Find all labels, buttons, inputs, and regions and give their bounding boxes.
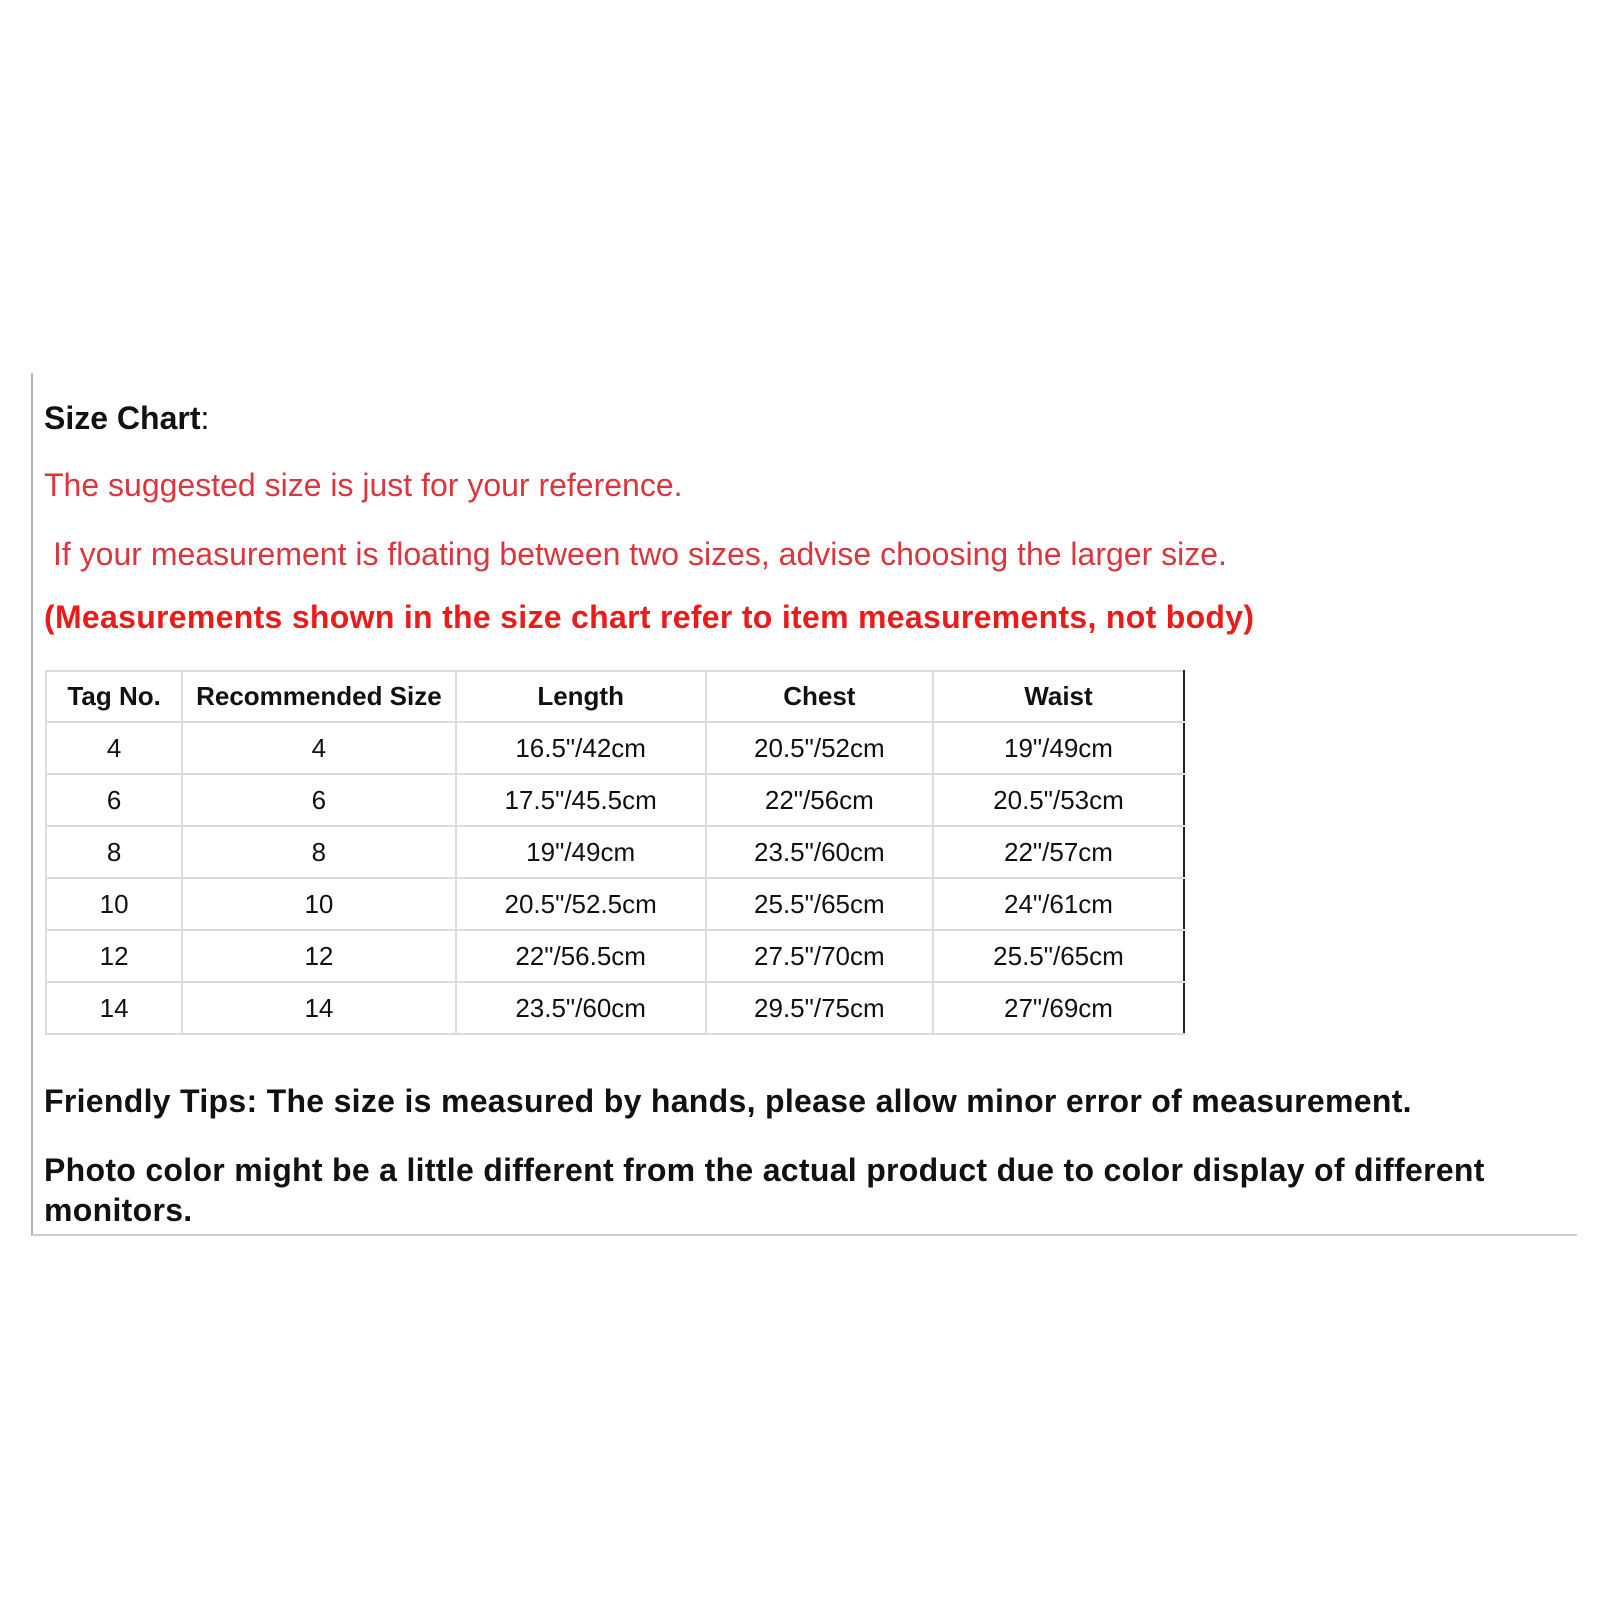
size-chart-title-colon: : (200, 400, 210, 436)
cell-waist: 22"/57cm (933, 826, 1184, 878)
table-row (46, 878, 1184, 930)
table-row (46, 774, 1184, 826)
cell-waist: 20.5"/53cm (933, 774, 1184, 826)
header-length: Length (456, 671, 706, 722)
cell-recommended-size: 10 (182, 878, 455, 930)
table-row (46, 982, 1184, 1034)
cell-length: 16.5"/42cm (456, 722, 706, 774)
photo-color-disclaimer: Photo color might be a little different from the actual product due to color display of different monitors. (44, 1152, 1485, 1228)
cell-chest: 27.5"/70cm (706, 930, 933, 982)
header-recommended-size: Recommended Size (182, 671, 455, 722)
cell-recommended-size: 12 (182, 930, 455, 982)
cell-length: 17.5"/45.5cm (456, 774, 706, 826)
cell-length: 20.5"/52.5cm (456, 878, 706, 930)
reference-note: The suggested size is just for your reference. (44, 467, 683, 503)
cell-tag-no: 12 (46, 930, 182, 982)
cell-waist: 19"/49cm (933, 722, 1184, 774)
cell-tag-no: 14 (46, 982, 182, 1034)
size-chart-heading (44, 400, 209, 437)
cell-chest: 20.5"/52cm (706, 722, 933, 774)
cell-recommended-size: 8 (182, 826, 455, 878)
table-row (46, 826, 1184, 878)
cell-length: 19"/49cm (456, 826, 706, 878)
table-row (46, 930, 1184, 982)
larger-size-advice: If your measurement is floating between two sizes, advise choosing the larger size. (53, 536, 1227, 572)
measurement-warning: (Measurements shown in the size chart refer to item measurements, not body) (44, 599, 1255, 635)
friendly-tips: Friendly Tips: The size is measured by hands, please allow minor error of measurement. (44, 1083, 1412, 1119)
table-row (46, 722, 1184, 774)
cell-tag-no: 6 (46, 774, 182, 826)
header-tag-no: Tag No. (46, 671, 182, 722)
cell-tag-no: 10 (46, 878, 182, 930)
cell-waist: 25.5"/65cm (933, 930, 1184, 982)
header-chest: Chest (706, 671, 933, 722)
cell-chest: 25.5"/65cm (706, 878, 933, 930)
header-waist: Waist (933, 671, 1184, 722)
cell-chest: 29.5"/75cm (706, 982, 933, 1034)
cell-chest: 23.5"/60cm (706, 826, 933, 878)
cell-recommended-size: 6 (182, 774, 455, 826)
size-chart-title: Size Chart (44, 400, 201, 436)
cell-recommended-size: 14 (182, 982, 455, 1034)
cell-tag-no: 4 (46, 722, 182, 774)
cell-recommended-size: 4 (182, 722, 455, 774)
table-header-row (46, 671, 1184, 722)
size-table (45, 670, 1185, 1035)
cell-length: 23.5"/60cm (456, 982, 706, 1034)
cell-waist: 27"/69cm (933, 982, 1184, 1034)
cell-chest: 22"/56cm (706, 774, 933, 826)
cell-length: 22"/56.5cm (456, 930, 706, 982)
cell-tag-no: 8 (46, 826, 182, 878)
cell-waist: 24"/61cm (933, 878, 1184, 930)
